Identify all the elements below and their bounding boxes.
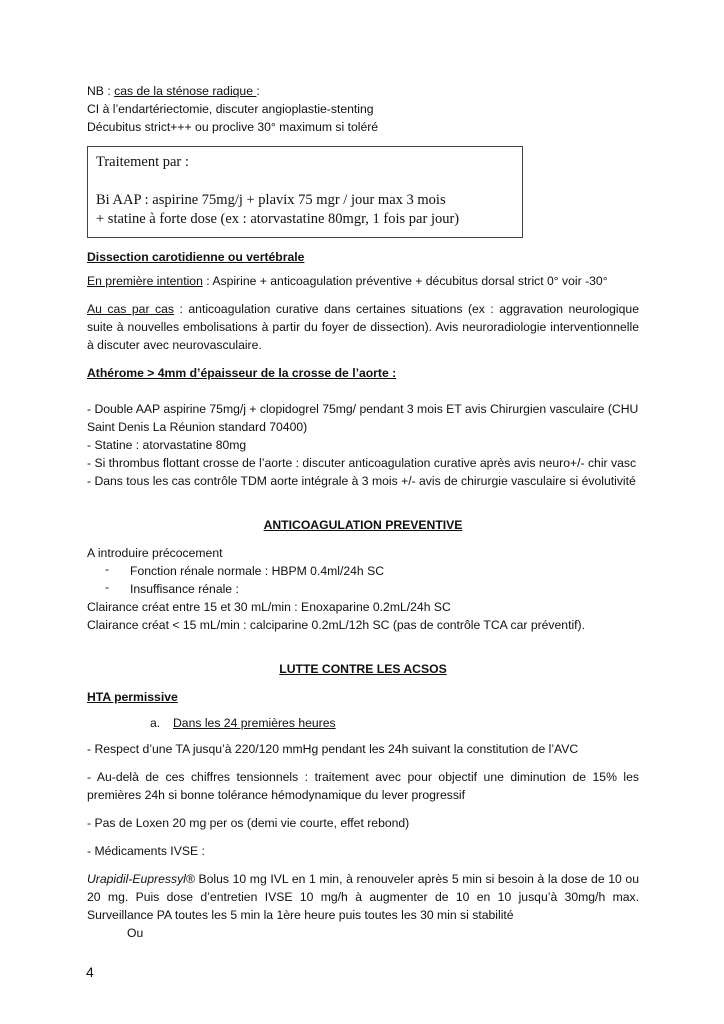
- treatment-box: [87, 146, 523, 238]
- document-page: [87, 82, 639, 942]
- list-item: - Insuffisance rénale :: [105, 580, 239, 596]
- atherome-item: - Si thrombus flottant crosse de l’aorte : discuter anticoagulation curative après avis neuro+/- chir vasc: [87, 456, 637, 470]
- hta-paragraph: - Respect d’une TA jusqu’à 220/120 mmHg pendant les 24h suivant la constitution de l’AVC: [87, 742, 579, 756]
- anticoag-heading: ANTICOAGULATION PREVENTIVE: [263, 518, 463, 532]
- dissection-case-by-case: Au cas par cas : anticoagulation curative dans certaines situations (ex : aggravation neurologique suite à nouvelles embolisations à partir du foyer de dissection). Avis neuroradiologie interventionnelle à discuter avec neurovasculaire.: [87, 302, 639, 352]
- nb-line: NB : cas de la sténose radique :: [87, 84, 260, 98]
- dissection-first-intention: En première intention : Aspirine + anticoagulation préventive + décubitus dorsal strict 0° voir -30°: [87, 274, 608, 288]
- atherome-item: - Dans tous les cas contrôle TDM aorte intégrale à 3 mois +/- avis de chirurgie vasculaire si évolutivité: [87, 474, 636, 488]
- page-number: 4: [86, 964, 94, 980]
- nb-decubitus-line: Décubitus strict+++ ou proclive 30° maximum si toléré: [87, 120, 379, 134]
- nb-ci-line: CI à l’endartériectomie, discuter angioplastie-stenting: [87, 102, 374, 116]
- atherome-item: - Double AAP aspirine 75mg/j + clopidogrel 75mg/ pendant 3 mois ET avis Chirurgien vasculaire (CHU Saint Denis La Réunion standard 70400): [87, 402, 639, 434]
- clairance-line: Clairance créat entre 15 et 30 mL/min : Enoxaparine 0.2mL/24h SC: [87, 600, 451, 614]
- treatment-box-title: Traitement par :: [96, 154, 189, 170]
- list-item: - Fonction rénale normale : HBPM 0.4ml/24h SC: [105, 562, 385, 578]
- atherome-heading: Athérome > 4mm d’épaisseur de la crosse de l’aorte :: [87, 366, 397, 380]
- acsos-heading: LUTTE CONTRE LES ACSOS: [279, 662, 447, 676]
- hta-paragraph: - Pas de Loxen 20 mg per os (demi vie courte, effet rebond): [87, 816, 410, 830]
- nb-title: cas de la sténose radique: [114, 84, 257, 98]
- hta-heading: HTA permissive: [87, 690, 178, 704]
- hta-paragraph: - Médicaments IVSE :: [87, 844, 205, 858]
- bullet-dash: -: [105, 562, 110, 576]
- ou-line: Ou: [127, 926, 144, 940]
- hta-paragraph: - Au-delà de ces chiffres tensionnels : traitement avec pour objectif une diminution de 15% les premières 24h si bonne tolérance hémodynamique du lever progressif: [87, 770, 639, 802]
- clairance-line: Clairance créat < 15 mL/min : calciparine 0.2mL/12h SC (pas de contrôle TCA car préventif).: [87, 618, 586, 632]
- dissection-heading: Dissection carotidienne ou vertébrale: [87, 250, 305, 264]
- treatment-box-statine: + statine à forte dose (ex : atorvastatine 80mgr, 1 fois par jour): [96, 211, 460, 227]
- anticoag-intro: A introduire précocement: [87, 546, 223, 560]
- bullet-dash: -: [105, 580, 110, 594]
- urapidil-paragraph: Urapidil-Eupressyl® Bolus 10 mg IVL en 1 min, à renouveler après 5 min si besoin à la dose de 10 ou 20 mg. Puis dose d’entretien IVSE 10 mg/h à augmenter de 10 en 10 jusqu’à 30mg/h max. Surveillance PA toutes les 5 min la 1ère heure puis toutes les 30 min si stabilité: [87, 872, 639, 922]
- sub-heading: a. Dans les 24 premières heures: [150, 716, 336, 730]
- treatment-box-bi-aap: Bi AAP : aspirine 75mg/j + plavix 75 mgr / jour max 3 mois: [96, 192, 446, 208]
- atherome-item: - Statine : atorvastatine 80mg: [87, 438, 247, 452]
